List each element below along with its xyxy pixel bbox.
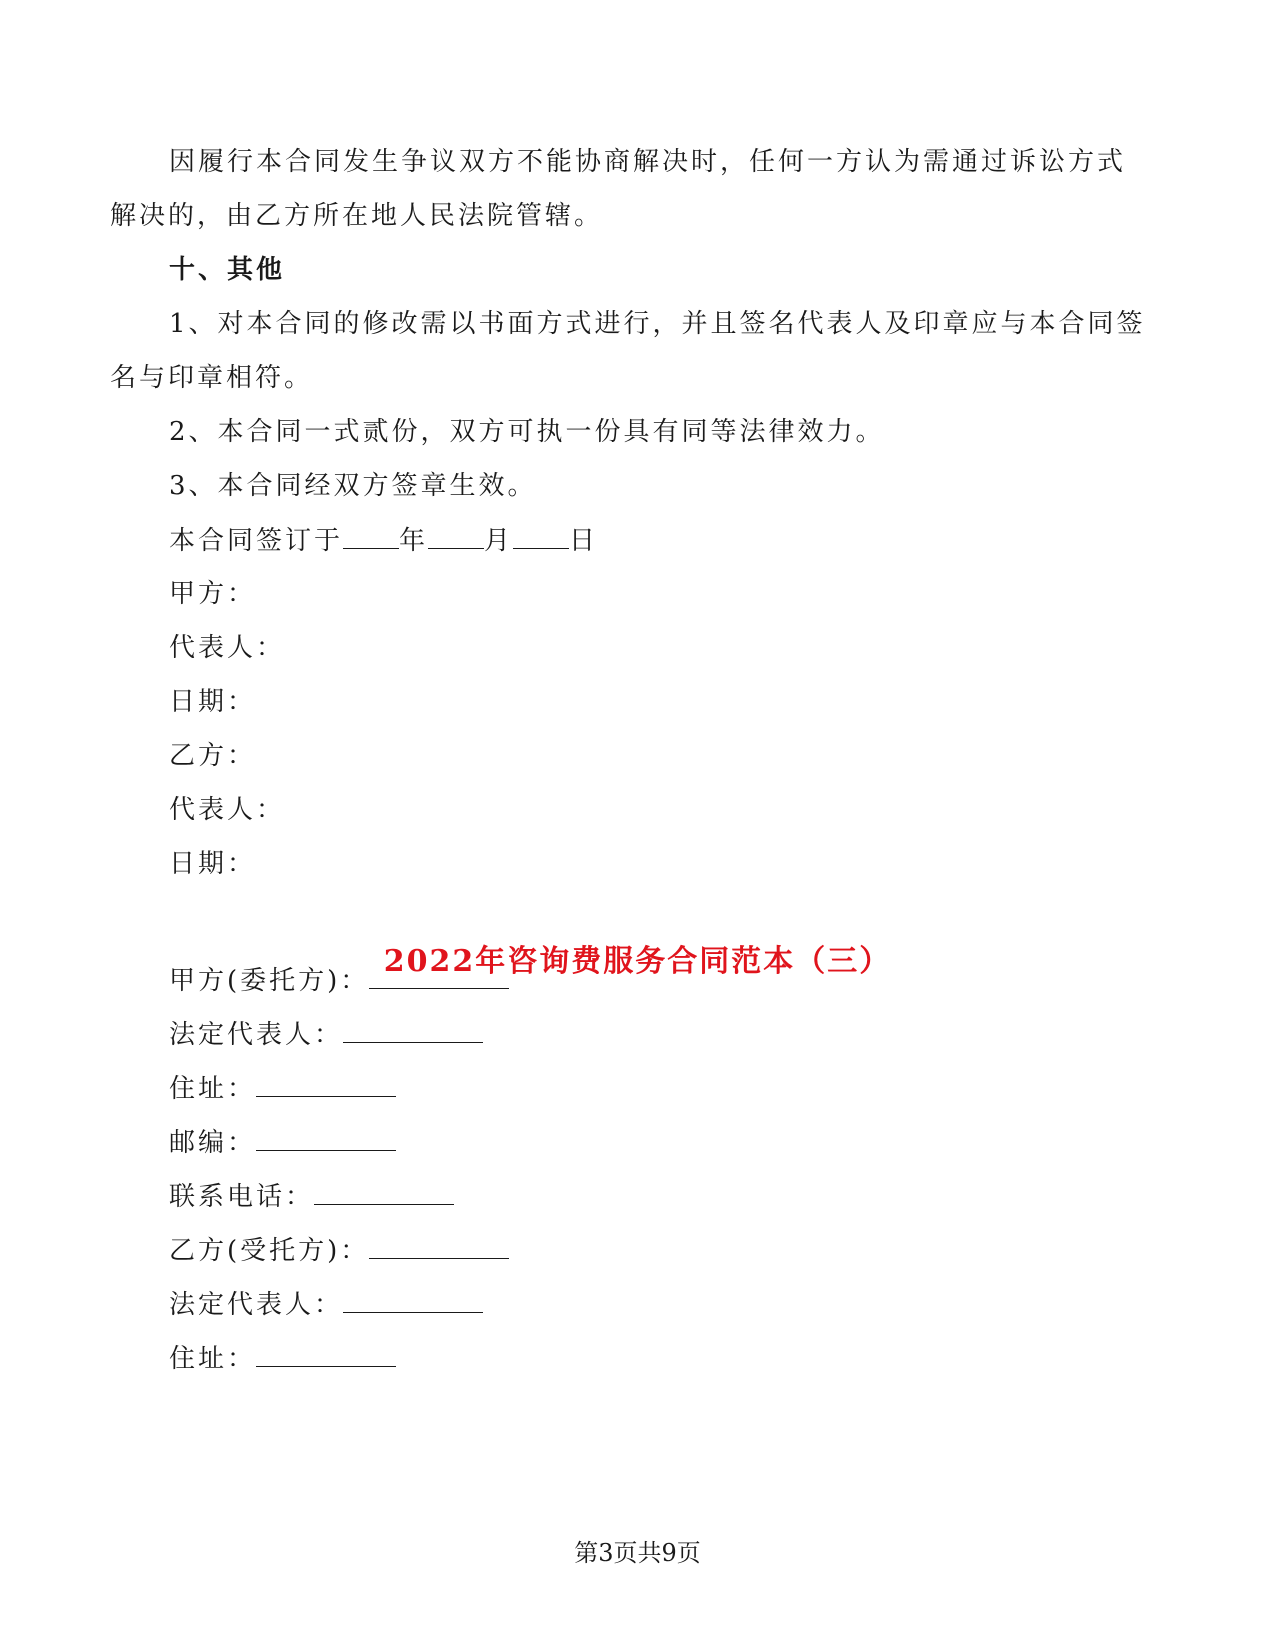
contract-title: 2022年咨询费服务合同范本（三）	[383, 944, 892, 979]
client-postcode-label: 邮编：	[169, 1128, 257, 1158]
page-indicator: 第3页共9页	[574, 1539, 701, 1567]
signing-date-line	[169, 522, 598, 559]
section-heading-other: 十、其他	[169, 255, 286, 285]
client-address-label: 住址：	[169, 1074, 257, 1104]
client-legal-rep-field	[169, 1016, 483, 1053]
client-field	[169, 962, 509, 999]
item-3: 3、本合同经双方签章生效。	[169, 471, 537, 501]
party-a-representative-label: 代表人：	[169, 633, 286, 663]
client-legal-rep-label: 法定代表人：	[169, 1020, 344, 1050]
signing-day-label: 日	[569, 526, 599, 556]
contractor-address-label: 住址：	[169, 1344, 257, 1374]
paragraph-dispute-line2: 解决的，由乙方所在地人民法院管辖。	[110, 201, 604, 231]
client-phone-label: 联系电话：	[169, 1182, 315, 1212]
client-phone-blank[interactable]	[314, 1178, 454, 1205]
client-label: 甲方(委托方)：	[169, 966, 370, 996]
contractor-address-blank[interactable]	[256, 1340, 396, 1367]
contractor-blank[interactable]	[369, 1232, 509, 1259]
client-address-field	[169, 1070, 396, 1107]
client-phone-field	[169, 1178, 454, 1215]
contractor-address-field	[169, 1340, 396, 1377]
client-postcode-blank[interactable]	[256, 1124, 396, 1151]
item-2: 2、本合同一式贰份，双方可执一份具有同等法律效力。	[169, 417, 885, 447]
paragraph-dispute-line1: 因履行本合同发生争议双方不能协商解决时，任何一方认为需通过诉讼方式	[169, 147, 1127, 177]
signing-month-label: 月	[484, 526, 514, 556]
party-b-date-label: 日期：	[169, 849, 257, 879]
contractor-field	[169, 1232, 509, 1269]
contractor-legal-rep-label: 法定代表人：	[169, 1290, 344, 1320]
party-b-representative-label: 代表人：	[169, 795, 286, 825]
signing-prefix: 本合同签订于	[169, 526, 344, 556]
party-a-date-label: 日期：	[169, 687, 257, 717]
client-postcode-field	[169, 1124, 396, 1161]
signing-year-label: 年	[399, 526, 429, 556]
party-b-label: 乙方：	[169, 741, 257, 771]
item-1-line2: 名与印章相符。	[110, 363, 314, 393]
item-1-line1: 1、对本合同的修改需以书面方式进行，并且签名代表人及印章应与本合同签	[169, 309, 1146, 339]
contractor-label: 乙方(受托方)：	[169, 1236, 370, 1266]
client-legal-rep-blank[interactable]	[343, 1016, 483, 1043]
client-address-blank[interactable]	[256, 1070, 396, 1097]
contractor-legal-rep-blank[interactable]	[343, 1286, 483, 1313]
day-blank[interactable]	[513, 522, 569, 549]
party-a-label: 甲方：	[169, 579, 257, 609]
contractor-legal-rep-field	[169, 1286, 483, 1323]
year-blank[interactable]	[343, 522, 399, 549]
month-blank[interactable]	[428, 522, 484, 549]
client-blank[interactable]	[369, 962, 509, 989]
